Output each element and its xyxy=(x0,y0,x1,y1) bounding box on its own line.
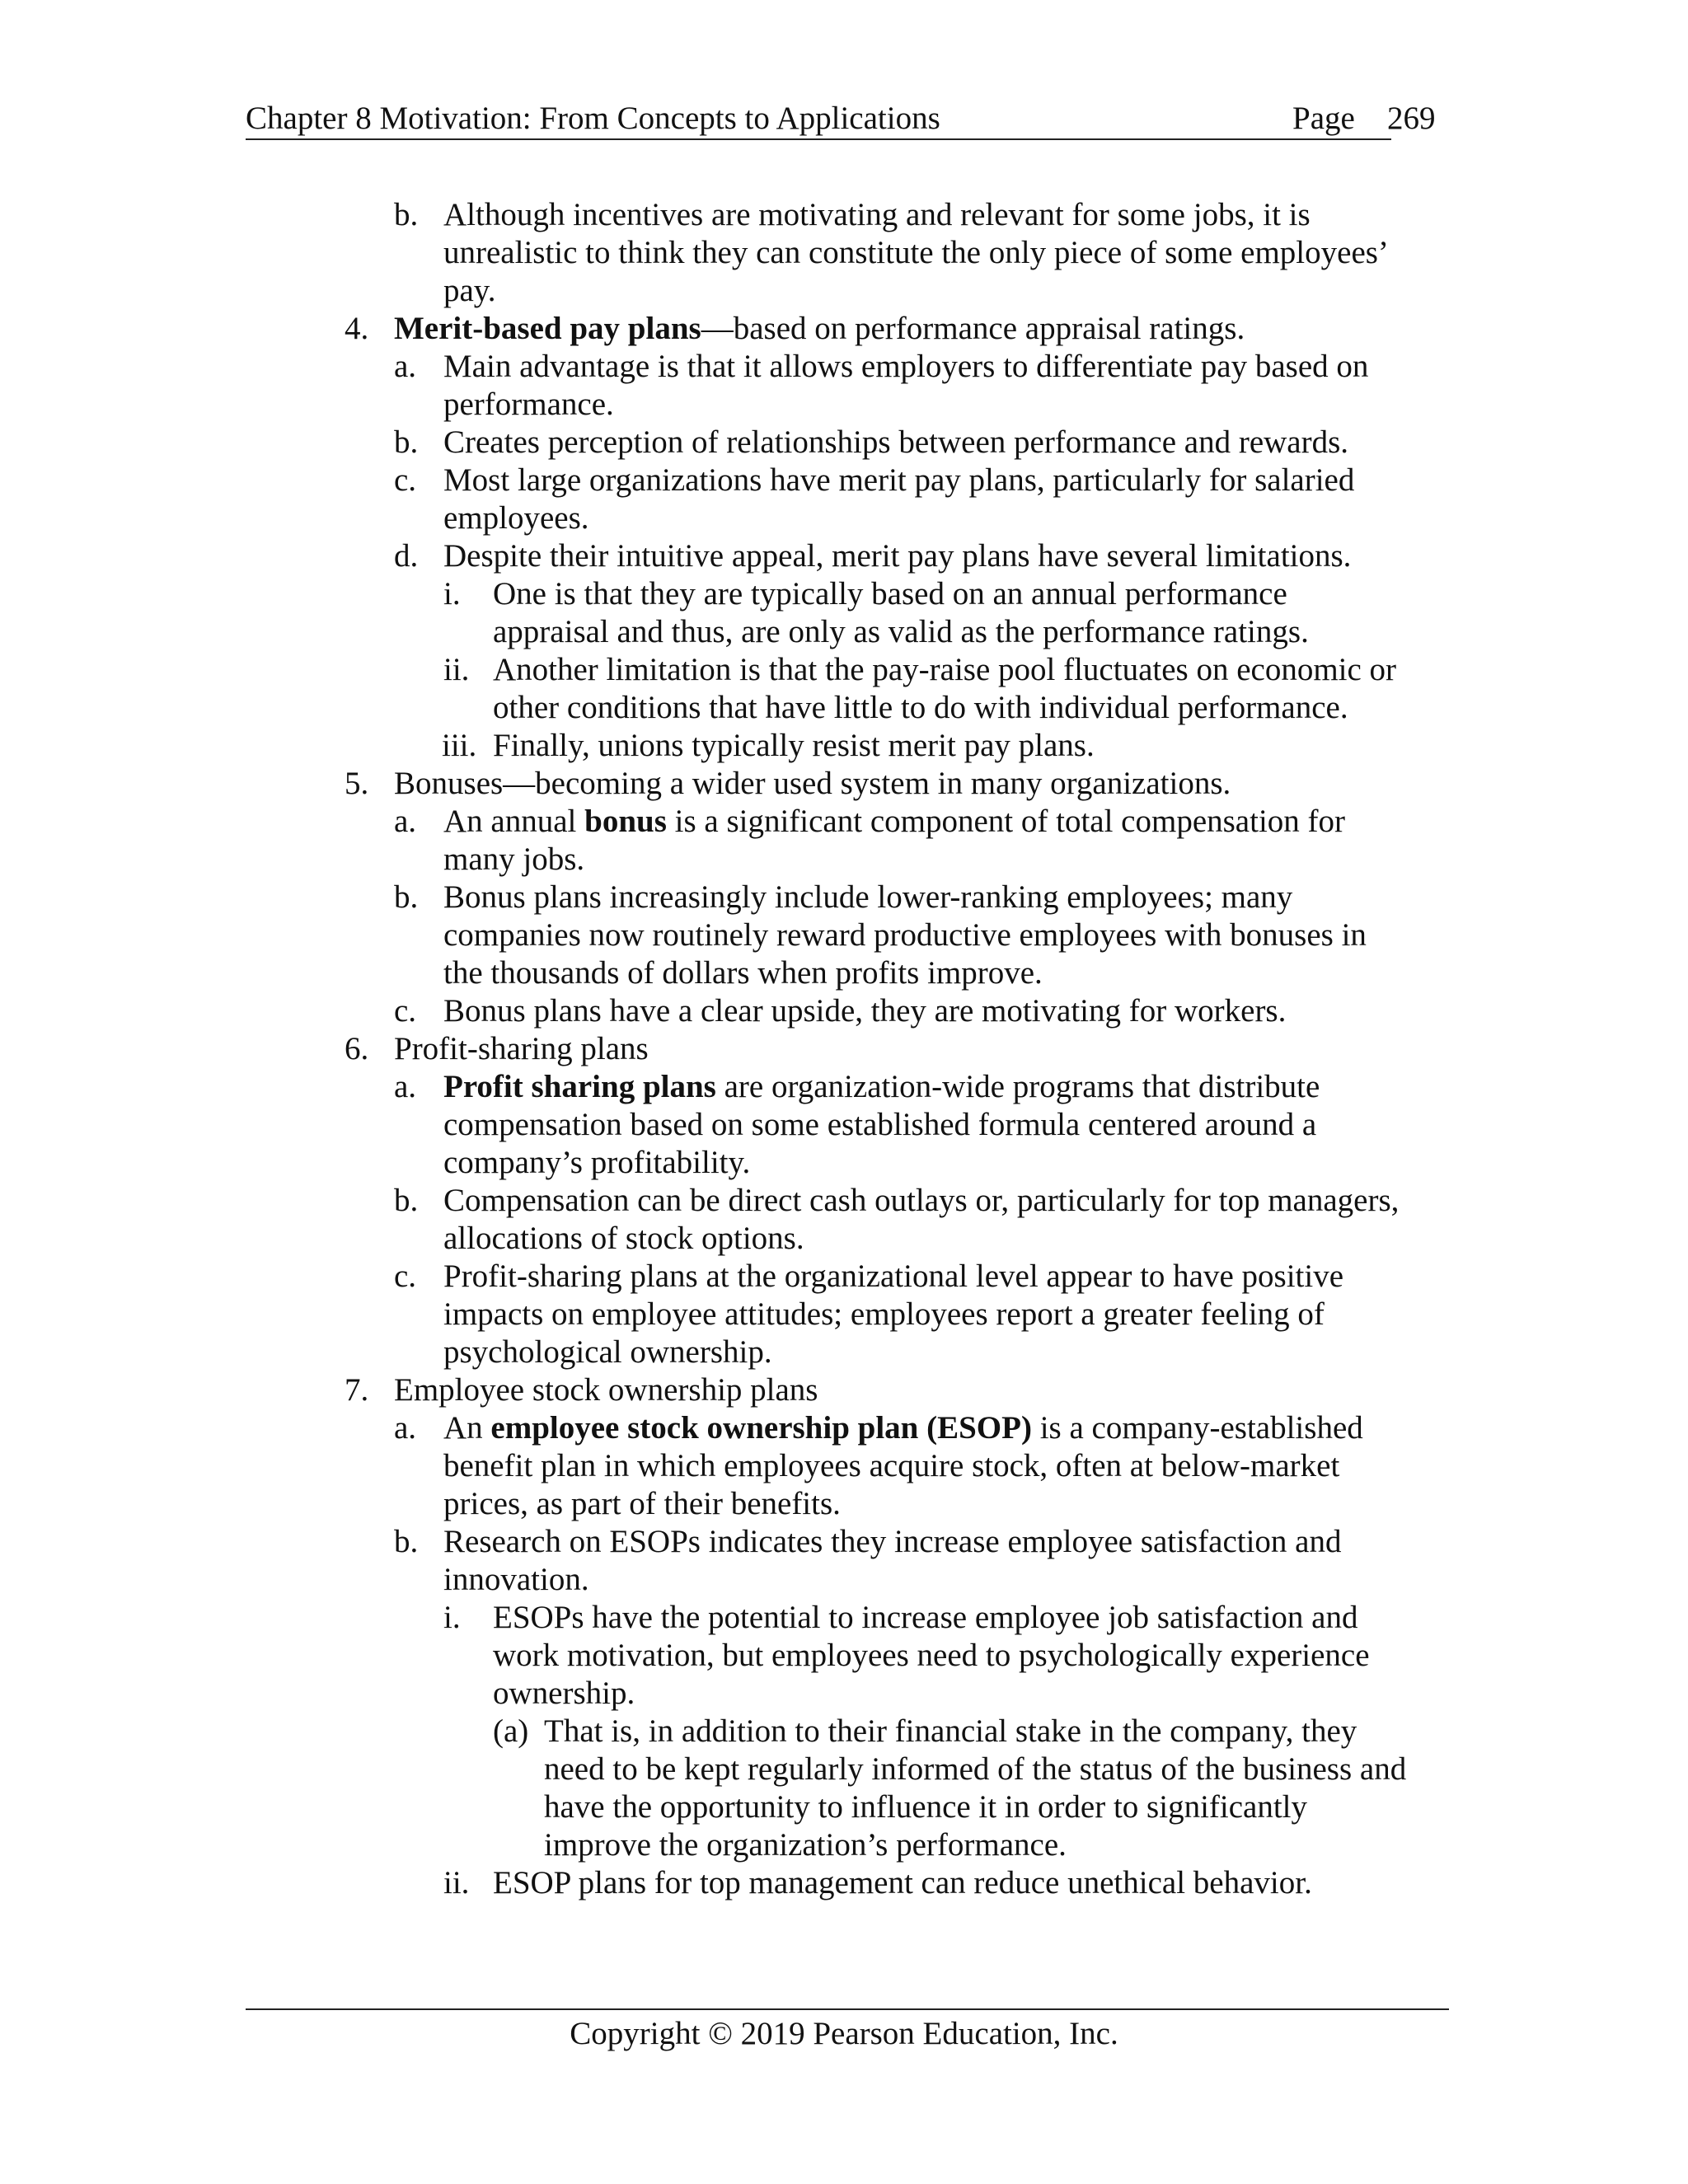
item-text xyxy=(443,1561,589,1599)
item-text xyxy=(443,1220,804,1258)
item-text-body: One is that they are typically based on an annual performance xyxy=(493,576,1287,612)
list-marker: b. xyxy=(394,879,419,915)
key-term: Profit sharing plans xyxy=(443,1069,716,1104)
outline-item xyxy=(0,765,1688,803)
outline-item xyxy=(0,1523,1688,1561)
outline-item xyxy=(0,348,1688,386)
list-marker: c. xyxy=(394,993,417,1029)
list-marker: a. xyxy=(394,349,417,384)
list-marker: ii. xyxy=(443,1865,470,1900)
item-text xyxy=(493,1637,1370,1675)
item-text-body: Employee stock ownership plans xyxy=(394,1372,818,1408)
item-text-body: Main advantage is that it allows employers to differentiate pay based on xyxy=(443,349,1369,384)
outline-item xyxy=(0,575,1688,613)
item-text-body: need to be kept regularly informed of the status of the business and xyxy=(544,1751,1407,1787)
outline-item xyxy=(0,1409,1688,1447)
page-footer xyxy=(0,2013,1688,2055)
item-text-body: performance. xyxy=(443,387,614,422)
list-marker: a. xyxy=(394,804,417,839)
item-text-body: That is, in addition to their financial stake in the company, they xyxy=(544,1713,1357,1749)
item-text-body: appraisal and thus, are only as valid as the performance ratings. xyxy=(493,614,1309,649)
item-text xyxy=(493,651,1396,689)
outline-continuation xyxy=(0,689,1688,727)
outline-item xyxy=(0,1864,1688,1902)
item-text xyxy=(493,1675,635,1713)
item-text-body: are organization-wide programs that distribute xyxy=(715,1069,1320,1104)
item-text xyxy=(443,1182,1399,1220)
item-text-body: work motivation, but employees need to psychologically experience xyxy=(493,1638,1370,1673)
item-text xyxy=(443,1523,1342,1561)
outline-continuation xyxy=(0,1220,1688,1258)
item-text xyxy=(443,1485,841,1523)
item-text-body: have the opportunity to influence it in order to significantly xyxy=(544,1789,1308,1825)
item-text xyxy=(443,234,1389,272)
list-marker: i. xyxy=(443,576,461,612)
item-text xyxy=(493,727,1095,765)
outline-item xyxy=(0,1068,1688,1106)
item-text-body: allocations of stock options. xyxy=(443,1221,804,1256)
item-text xyxy=(443,954,1043,992)
item-text xyxy=(443,1447,1339,1485)
list-marker: c. xyxy=(394,1258,417,1294)
item-text-body: prices, as part of their benefits. xyxy=(443,1486,841,1521)
outline-continuation xyxy=(0,499,1688,537)
item-text-body: Despite their intuitive appeal, merit pay plans have several limitations. xyxy=(443,538,1352,574)
item-text xyxy=(443,1106,1316,1144)
outline-continuation xyxy=(0,1144,1688,1182)
item-text-body: ownership. xyxy=(493,1675,635,1711)
outline-continuation xyxy=(0,1296,1688,1333)
outline-item xyxy=(0,1258,1688,1296)
item-text xyxy=(443,1409,1363,1447)
outline-continuation xyxy=(0,1826,1688,1864)
item-text xyxy=(443,1333,772,1371)
list-marker: 5. xyxy=(345,766,369,801)
outline-item xyxy=(0,1713,1688,1750)
item-text-body: companies now routinely reward productive employees with bonuses in xyxy=(443,917,1367,953)
outline-continuation xyxy=(0,954,1688,992)
item-text-body: —based on performance appraisal ratings. xyxy=(701,311,1245,346)
item-text xyxy=(443,916,1367,954)
outline-item xyxy=(0,1182,1688,1220)
item-text-body: improve the organization’s performance. xyxy=(544,1827,1067,1863)
item-text-body: ESOP plans for top management can reduce unethical behavior. xyxy=(493,1865,1312,1900)
list-marker: iii. xyxy=(442,728,477,763)
item-text-body: Profit-sharing plans xyxy=(394,1031,649,1066)
list-marker: 6. xyxy=(345,1031,369,1066)
item-text xyxy=(443,499,589,537)
outline-continuation xyxy=(0,841,1688,879)
item-text xyxy=(443,462,1354,499)
item-text xyxy=(443,424,1348,462)
item-text xyxy=(493,575,1287,613)
outline-item xyxy=(0,727,1688,765)
outline-continuation xyxy=(0,1333,1688,1371)
item-text-body: Another limitation is that the pay-raise pool fluctuates on economic or xyxy=(493,652,1397,687)
item-text xyxy=(443,348,1368,386)
list-marker: b. xyxy=(394,1183,419,1218)
outline-continuation xyxy=(0,916,1688,954)
item-text-body: Bonus plans increasingly include lower-ranking employees; many xyxy=(443,879,1293,915)
list-marker: (a) xyxy=(493,1713,529,1749)
item-text-lead: An xyxy=(443,1410,491,1446)
outline-continuation xyxy=(0,1106,1688,1144)
key-term: Merit-based pay plans xyxy=(394,311,701,346)
outline-item xyxy=(0,651,1688,689)
outline-item xyxy=(0,879,1688,916)
header-divider xyxy=(246,138,1391,140)
key-term: bonus xyxy=(584,804,667,839)
item-text-body: benefit plan in which employees acquire stock, often at below-market xyxy=(443,1448,1340,1483)
outline-continuation xyxy=(0,1637,1688,1675)
list-marker: b. xyxy=(394,197,419,232)
page-number: 269 xyxy=(1387,101,1436,136)
outline-item xyxy=(0,310,1688,348)
list-marker: 7. xyxy=(345,1372,369,1408)
outline-continuation xyxy=(0,1788,1688,1826)
outline-continuation xyxy=(0,1485,1688,1523)
list-marker: d. xyxy=(394,538,419,574)
item-text-body: Creates perception of relationships between performance and rewards. xyxy=(443,424,1349,460)
item-text-body: psychological ownership. xyxy=(443,1334,772,1370)
item-text-body: Research on ESOPs indicates they increase employee satisfaction and xyxy=(443,1524,1342,1559)
item-text xyxy=(544,1750,1406,1788)
list-marker: i. xyxy=(443,1600,461,1635)
list-marker: a. xyxy=(394,1069,417,1104)
item-text xyxy=(493,613,1309,651)
outline-item xyxy=(0,803,1688,841)
item-text xyxy=(443,1296,1325,1333)
item-text xyxy=(443,1258,1343,1296)
item-text xyxy=(443,1068,1320,1106)
outline-item xyxy=(0,424,1688,462)
list-marker: 4. xyxy=(345,311,369,346)
chapter-title: Chapter 8 Motivation: From Concepts to Applications xyxy=(246,101,940,136)
item-text-body: is a company-established xyxy=(1031,1410,1363,1446)
item-text-body: the thousands of dollars when profits improve. xyxy=(443,955,1043,991)
item-text-lead: An annual xyxy=(443,804,585,839)
item-text xyxy=(443,879,1292,916)
item-text xyxy=(493,1864,1312,1902)
item-text-body: Profit-sharing plans at the organizational level appear to have positive xyxy=(443,1258,1344,1294)
outline-item xyxy=(0,1371,1688,1409)
item-text xyxy=(443,386,614,424)
item-text xyxy=(493,1599,1357,1637)
outline-continuation xyxy=(0,1675,1688,1713)
list-marker: b. xyxy=(394,424,419,460)
footer-divider xyxy=(246,2008,1449,2010)
item-text xyxy=(443,1144,750,1182)
outline-content xyxy=(0,196,1688,1902)
list-marker: b. xyxy=(394,1524,419,1559)
item-text-body: compensation based on some established formula centered around a xyxy=(443,1107,1317,1142)
item-text xyxy=(544,1826,1067,1864)
item-text-body: unrealistic to think they can constitute the only piece of some employees’ xyxy=(443,235,1389,270)
item-text-body: ESOPs have the potential to increase employee job satisfaction and xyxy=(493,1600,1358,1635)
copyright-notice: Copyright © 2019 Pearson Education, Inc. xyxy=(570,2016,1118,2051)
outline-item xyxy=(0,1599,1688,1637)
outline-continuation xyxy=(0,613,1688,651)
item-text-body: is a significant component of total compensation for xyxy=(666,804,1346,839)
item-text xyxy=(493,689,1348,727)
item-text xyxy=(443,841,584,879)
key-term: employee stock ownership plan (ESOP) xyxy=(490,1410,1032,1446)
item-text-body: impacts on employee attitudes; employees report a greater feeling of xyxy=(443,1296,1325,1332)
outline-continuation xyxy=(0,386,1688,424)
item-text-body: Finally, unions typically resist merit pay plans. xyxy=(493,728,1095,763)
list-marker: c. xyxy=(394,462,417,498)
outline-item xyxy=(0,462,1688,499)
item-text xyxy=(443,537,1351,575)
item-text xyxy=(443,992,1286,1030)
item-text-body: other conditions that have little to do with individual performance. xyxy=(493,690,1348,725)
item-text xyxy=(394,310,1245,348)
page-header xyxy=(246,97,1436,140)
item-text-body: pay. xyxy=(443,273,496,308)
item-text-body: Bonuses—becoming a wider used system in many organizations. xyxy=(394,766,1231,801)
item-text xyxy=(544,1713,1357,1750)
item-text-body: Although incentives are motivating and relevant for some jobs, it is xyxy=(443,197,1311,232)
item-text xyxy=(394,1371,818,1409)
item-text xyxy=(394,765,1231,803)
outline-item xyxy=(0,1030,1688,1068)
page-label: Page xyxy=(1292,101,1355,136)
item-text-body: innovation. xyxy=(443,1562,589,1597)
outline-continuation xyxy=(0,1750,1688,1788)
outline-item xyxy=(0,992,1688,1030)
item-text xyxy=(394,1030,649,1068)
outline-item xyxy=(0,196,1688,234)
item-text xyxy=(443,803,1345,841)
item-text-body: Most large organizations have merit pay plans, particularly for salaried xyxy=(443,462,1355,498)
outline-continuation xyxy=(0,234,1688,272)
list-marker: a. xyxy=(394,1410,417,1446)
item-text-body: Bonus plans have a clear upside, they are motivating for workers. xyxy=(443,993,1287,1029)
item-text xyxy=(443,272,496,310)
outline-continuation xyxy=(0,1561,1688,1599)
outline-continuation xyxy=(0,1447,1688,1485)
item-text xyxy=(544,1788,1307,1826)
outline-item xyxy=(0,537,1688,575)
outline-continuation xyxy=(0,272,1688,310)
item-text-body: Compensation can be direct cash outlays or, particularly for top managers, xyxy=(443,1183,1400,1218)
item-text-body: many jobs. xyxy=(443,841,585,877)
list-marker: ii. xyxy=(443,652,470,687)
item-text-body: company’s profitability. xyxy=(443,1145,751,1180)
item-text-body: employees. xyxy=(443,500,589,536)
item-text xyxy=(443,196,1311,234)
